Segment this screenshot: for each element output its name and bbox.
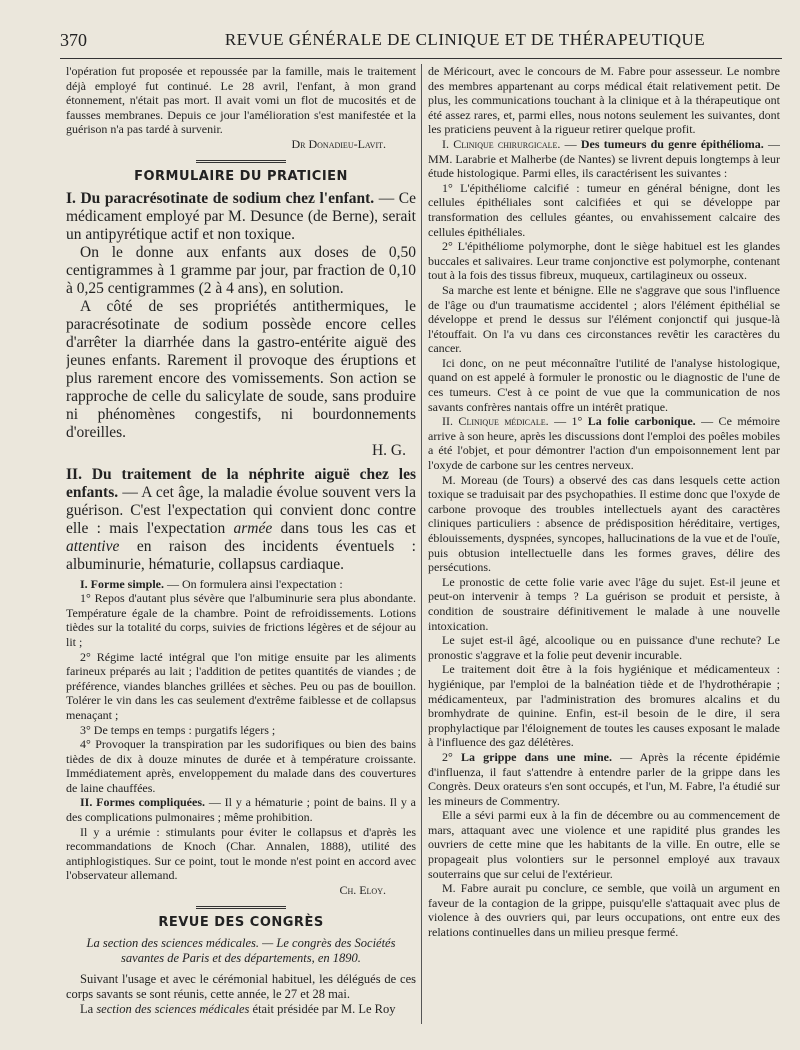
text-run: attentive — [66, 537, 120, 555]
header-rule — [60, 58, 782, 59]
paragraph: Il y a urémie : stimulants pour éviter le collapsus et d'après les recommandations de Knoch (Char. Annalen, 1888), utilité des antiphlogistiques. Sur ce point, tout le monde n'est point en accord avec l'observateur allemand. — [66, 824, 416, 883]
section-title: FORMULAIRE DU PRATICIEN — [134, 168, 348, 184]
entry-heading: II. Du traitement de la néphrite aiguë chez les enfants. — [66, 465, 416, 501]
paragraph — [66, 577, 416, 592]
paragraph — [66, 1002, 416, 1017]
text-run: — Après la récente épidémie d'influenza, il faut s'attendre à entendre parler de la grippe dans les Congrès. Deux orateurs s'en sont occupés, et l'un, M. Fabre, l'a étudié sur les mineurs de Commentry. — [428, 749, 780, 808]
text-run: La — [80, 1001, 97, 1016]
paragraph: 3° De temps en temps : purgatifs légers ; — [80, 722, 276, 737]
entry-heading: II. Formes compliquées. — [80, 795, 205, 810]
section-divider — [196, 906, 286, 911]
entry-heading: I. Du paracrésotinate de sodium chez l'enfant. — [66, 189, 375, 207]
text-run: en raison des incidents éventuels : albuminurie, hématurie, collapsus cardiaque. — [66, 537, 416, 573]
paragraph — [428, 137, 780, 181]
entry-heading: La grippe dans une mine. — [460, 749, 612, 764]
text-run: — Ce mémoire arrive à son heure, après les discussions dont l'emploi des poêles mobiles a été l'objet, et pour démontrer l'action d'un empoisonnement lent par l'oxyde de carbone sur les centres nerveux. — [428, 414, 780, 473]
paragraph — [66, 795, 416, 824]
left-column — [66, 64, 416, 1032]
page-header — [60, 30, 760, 54]
paragraph — [66, 466, 416, 574]
text-run: — Ce médicament employé par M. Desunce (de Berne), serait un antipyrétique actif et non toxique. — [66, 189, 416, 243]
entry-heading: La folie carbonique. — [587, 414, 696, 429]
text-run: II. Clinique médicale. — 1° — [442, 414, 588, 429]
text-run: — MM. Larabrie et Malherbe (de Nantes) se livrent depuis longtemps à leur étude histologique. Parmi elles, ils caractérisent les suivantes : — [428, 136, 780, 181]
text-run: 2° — [442, 749, 461, 764]
paragraph: M. Fabre aurait pu conclure, ce semble, que voilà un argument en faveur de la contagion de la grippe, puisqu'elle s'attaquait avec plus de violence à des ouvriers qui, par leurs occupations, ont entre eux des relations continuelles dans un milieu presque fermé. — [428, 881, 780, 940]
text-run: dans tous les cas et — [272, 519, 416, 537]
signature: Ch. Eloy. — [339, 883, 386, 898]
text-run: section des sciences médicales — [96, 1001, 250, 1016]
paragraph: 1° Repos d'autant plus sévère que l'albuminurie sera plus abondante. Température égale de la chambre. Point de refroidissements. Lotions tièdes sur la totalité du corps, suivies de frictions légères et de séjour au lit ; — [66, 591, 416, 649]
paragraph: Le sujet est-il âgé, alcoolique ou en puissance d'une rechute? Le pronostic s'aggrave et la folie peut devenir incurable. — [428, 633, 780, 662]
paragraph: Le pronostic de cette folie varie avec l'âge du sujet. Est-il jeune et peut-on intervenir à temps ? La guérison se produit et persiste, à condition de soustraire définitivement le malade à une nouvelle intoxication. — [428, 574, 780, 633]
running-title: REVUE GÉNÉRALE DE CLINIQUE ET DE THÉRAPEUTIQUE — [224, 30, 706, 49]
column-divider — [421, 64, 422, 1024]
paragraph: de Méricourt, avec le concours de M. Fabre pour assesseur. Le nombre des membres appartenant au corps médical était relativement petit. De plus, les communications touchant à la clinique et à la thérapeutique ont été assez rares, et, parmi elles, nous notons seulement les suivantes, dont les praticiens peuvent à la rigueur retirer quelque profit. — [428, 64, 780, 137]
page-number: 370 — [60, 30, 87, 50]
text-run: — A cet âge, la maladie évolue souvent vers la guérison. C'est l'expectation qui convient donc contre elle : mais l'expectation — [66, 483, 416, 537]
right-column — [428, 64, 780, 1032]
signature: Dr Donadieu-Lavit. — [291, 136, 386, 151]
paragraph: Le traitement doit être à la fois hygiénique et médicamenteux : hygiénique, par l'emploi de la balnéation tiède et de l'hydrothérapie ; médicamenteux, par l'administration des bromures alcalins et du bromhydrate de quinine. Enfin, est-il besoin de le dire, il sera prophylactique par l'éloignement de toutes les causes exposant le malade à l'influence des gaz délétères. — [428, 662, 780, 750]
section-divider — [196, 160, 286, 165]
paragraph: 1° L'épithéliome calcifié : tumeur en général bénigne, dont les cellules épithéliales sont calcifiées et qui se développe par transformation des cellules géantes, ou envahissement calcaire des cellules épithéliales. — [428, 180, 780, 239]
paragraph: 2° L'épithéliome polymorphe, dont le siège habituel est les glandes buccales et salivaires. Leur trame conjonctive est polymorphe, contenant tout à la fois des tissus fibreux, muqueux, cartilagineux ou osseux. — [428, 239, 780, 283]
text-run: — Il y a hématurie ; point de bains. Il y a des complications pulmonaires ; même prohibition. — [66, 795, 416, 825]
paragraph — [428, 750, 780, 808]
paragraph: M. Moreau (de Tours) a observé des cas dans lesquels cette action toxique se traduisait par des psychopathies. Il estime donc que l'oxyde de carbone provoque des troubles intellectuels ayant des caractères cliniques particuliers : absence de prédisposition héréditaire, vertiges, éblouissements, dyspnées, syncopes, hallucinations de la vue et de l'ouïe, puis obtusion intellectuelle dans les formes graves, délire des persécutions. — [428, 472, 780, 575]
paragraph — [66, 190, 416, 244]
paragraph: A côté de ses propriétés antithermiques, le paracrésotinate de sodium possède encore celles d'arrêter la diarrhée dans la gastro-entérite aiguë des jeunes enfants. Rarement il provoque des éruptions et plus rarement encore des vomissements. Son action se rapproche de celle du salicylate de soude, sans produire ni phénomènes congestifs, ni bourdonnements d'oreilles. — [66, 297, 416, 441]
congress-title: La section des sciences médicales. — Le congrès des Sociétés savantes de Paris et des départements, en 1890. — [86, 935, 396, 965]
text-run: — On formulera ainsi l'expectation : — [163, 576, 343, 591]
signature: H. G. — [371, 441, 406, 459]
text-run: était présidée par M. Le Roy — [249, 1001, 396, 1016]
paragraph: 4° Provoquer la transpiration par les sudorifiques ou bien des bains tièdes de dix à douze minutes de durée et à température croissante. Immédiatement après, enveloppement du malade dans des couvertures de laine chauffées. — [66, 737, 416, 795]
entry-heading: I. Forme simple. — [80, 576, 164, 591]
paragraph — [428, 414, 780, 472]
section-title: REVUE DES CONGRÈS — [158, 914, 324, 930]
paragraph: Elle a sévi parmi eux à la fin de décembre ou au commencement de mars, attaquant avec une violence et une rapidité plus grandes les ouvriers de cette mine que les habitants de la ville. En outre, elle se propageait plus volontiers sur le personnel employé aux travaux souterrains que sur celui de l'extérieur. — [428, 808, 780, 881]
text-run: I. Clinique chirurgicale. — — [442, 136, 581, 151]
paragraph: 2° Régime lacté intégral que l'on mitige ensuite par les aliments farineux préparés au lait ; l'addition de petites quantités de viandes ; de préférence, viandes blanches grillées et sèches. Peu ou pas de bouillon. Tolérer le vin dans les cas seulement d'extrême faiblesse et de collapsus menaçant ; — [66, 649, 416, 722]
paragraph: Sa marche est lente et bénigne. Elle ne s'aggrave que sous l'influence de l'âge ou d'un traumatisme accidentel ; alors l'élément épithélial se développe et prend le dessus sur l'élément conjonctif qui jusque-là l'étouffait. On l'a vu dans ces circonstances revêtir les caractères du cancer. — [428, 282, 780, 356]
paragraph: On le donne aux enfants aux doses de 0,50 centigrammes à 1 gramme par jour, par fraction de 0,10 à 0,25 centigrammes (2 à 4 ans), en solution. — [66, 243, 416, 297]
paragraph: Suivant l'usage et avec le cérémonial habituel, les délégués de ces corps savants se sont réunis, cette année, le 27 et 28 mai. — [66, 971, 416, 1001]
paragraph: Ici donc, on ne peut méconnaître l'utilité de l'analyse histologique, quand on est appelé à formuler le pronostic ou le diagnostic de l'une de ces tumeurs. C'est à ce point de vue que la communication de nos savants confrères nantais offre un intérêt pratique. — [428, 355, 780, 414]
entry-heading: Des tumeurs du genre épithélioma. — [580, 136, 764, 151]
paragraph: l'opération fut proposée et repoussée par la famille, mais le traitement déjà employé fut continué. Le 28 avril, l'enfant, à mon grand étonnement, n'était pas mort. Il avait vomi un flot de mucosités et de fausses membranes. Depuis ce jour l'amélioration s'est manifestée et la guérison n'a pas tardé à survenir. — [66, 64, 416, 137]
text-run: armée — [233, 519, 273, 537]
